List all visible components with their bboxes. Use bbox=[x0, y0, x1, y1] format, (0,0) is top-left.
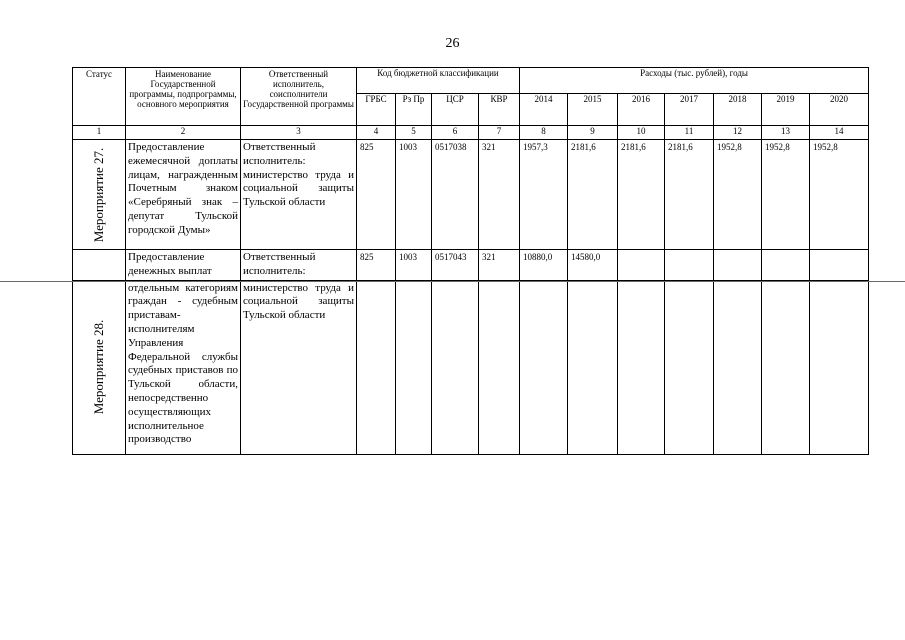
budget-table bbox=[72, 67, 869, 455]
event-name-cell: Предоставление денежных выплат bbox=[126, 250, 241, 281]
column-number: 11 bbox=[665, 126, 714, 140]
header-code-grbs: ГРБС bbox=[357, 94, 396, 126]
kvr-cell: 321 bbox=[479, 140, 520, 250]
expense-2017-cell: 2181,6 bbox=[665, 140, 714, 250]
status-cell-empty bbox=[73, 250, 126, 281]
expense-2014-cell: 1957,3 bbox=[520, 140, 568, 250]
column-number: 9 bbox=[568, 126, 618, 140]
empty-cell bbox=[810, 280, 869, 454]
column-number: 6 bbox=[432, 126, 479, 140]
column-number: 10 bbox=[618, 126, 665, 140]
expense-2016-cell bbox=[618, 250, 665, 281]
header-year-2019: 2019 bbox=[762, 94, 810, 126]
header-year-2015: 2015 bbox=[568, 94, 618, 126]
header-year-2016: 2016 bbox=[618, 94, 665, 126]
header-code-csr: ЦСР bbox=[432, 94, 479, 126]
responsible-cell-continued: министерство труда и социальной защиты Тульской области bbox=[241, 280, 357, 454]
column-number: 8 bbox=[520, 126, 568, 140]
responsible-cell: Ответственный исполнитель: министерство труда и социальной защиты Тульской области bbox=[241, 140, 357, 250]
empty-cell bbox=[432, 280, 479, 454]
page-break-line bbox=[0, 281, 905, 282]
csr-cell: 0517038 bbox=[432, 140, 479, 250]
rzpr-cell: 1003 bbox=[396, 140, 432, 250]
status-label: Мероприятие 28. bbox=[91, 319, 106, 415]
event-name-cell-continued: отдельным категориям граждан - судебным приставам-исполнителям Управления Федеральной службы судебных приставов по Тульской области, непосредственно осуществляющих исполнительное производство bbox=[126, 280, 241, 454]
column-number: 14 bbox=[810, 126, 869, 140]
column-number: 1 bbox=[73, 126, 126, 140]
table-row-event-28-bottom bbox=[73, 280, 869, 454]
empty-cell bbox=[479, 280, 520, 454]
header-year-2020: 2020 bbox=[810, 94, 869, 126]
csr-cell: 0517043 bbox=[432, 250, 479, 281]
header-year-2014: 2014 bbox=[520, 94, 568, 126]
expense-2014-cell: 10880,0 bbox=[520, 250, 568, 281]
header-status: Статус bbox=[73, 68, 126, 126]
empty-cell bbox=[568, 280, 618, 454]
status-cell bbox=[73, 140, 126, 250]
header-code-rzpr: Рз Пр bbox=[396, 94, 432, 126]
expense-2015-cell: 2181,6 bbox=[568, 140, 618, 250]
header-expenses-group: Расходы (тыс. рублей), годы bbox=[520, 68, 869, 94]
column-number: 2 bbox=[126, 126, 241, 140]
responsible-cell: Ответственный исполнитель: bbox=[241, 250, 357, 281]
column-number: 5 bbox=[396, 126, 432, 140]
empty-cell bbox=[618, 280, 665, 454]
expense-2017-cell bbox=[665, 250, 714, 281]
header-year-2017: 2017 bbox=[665, 94, 714, 126]
expense-2020-cell: 1952,8 bbox=[810, 140, 869, 250]
column-number: 7 bbox=[479, 126, 520, 140]
kvr-cell: 321 bbox=[479, 250, 520, 281]
event-name-cell: Предоставление ежемесячной доплаты лицам, награжденным Почетным знаком «Серебряный знак – депутат Тульской городской Думы» bbox=[126, 140, 241, 250]
empty-cell bbox=[520, 280, 568, 454]
status-label: Мероприятие 27. bbox=[91, 147, 106, 242]
table-row-event-28-top bbox=[73, 250, 869, 281]
column-number: 3 bbox=[241, 126, 357, 140]
column-number: 12 bbox=[714, 126, 762, 140]
header-responsible: Ответственный исполнитель, соисполнители Государственной программы bbox=[241, 68, 357, 126]
expense-2016-cell: 2181,6 bbox=[618, 140, 665, 250]
empty-cell bbox=[714, 280, 762, 454]
expense-2019-cell bbox=[762, 250, 810, 281]
grbs-cell: 825 bbox=[357, 140, 396, 250]
header-year-2018: 2018 bbox=[714, 94, 762, 126]
column-number: 4 bbox=[357, 126, 396, 140]
header-code-kvr: КВР bbox=[479, 94, 520, 126]
header-budget-code-group: Код бюджетной классификации bbox=[357, 68, 520, 94]
empty-cell bbox=[762, 280, 810, 454]
expense-2020-cell bbox=[810, 250, 869, 281]
expense-2019-cell: 1952,8 bbox=[762, 140, 810, 250]
rzpr-cell: 1003 bbox=[396, 250, 432, 281]
expense-2018-cell: 1952,8 bbox=[714, 140, 762, 250]
header-name: Наименование Государственной программы, подпрограммы, основного мероприятия bbox=[126, 68, 241, 126]
expense-2018-cell bbox=[714, 250, 762, 281]
empty-cell bbox=[396, 280, 432, 454]
empty-cell bbox=[357, 280, 396, 454]
empty-cell bbox=[665, 280, 714, 454]
column-number: 13 bbox=[762, 126, 810, 140]
page-number: 26 bbox=[445, 36, 460, 51]
expense-2015-cell: 14580,0 bbox=[568, 250, 618, 281]
grbs-cell: 825 bbox=[357, 250, 396, 281]
table-row-event-27 bbox=[73, 140, 869, 250]
column-number-row bbox=[73, 126, 869, 140]
status-cell bbox=[73, 280, 126, 454]
